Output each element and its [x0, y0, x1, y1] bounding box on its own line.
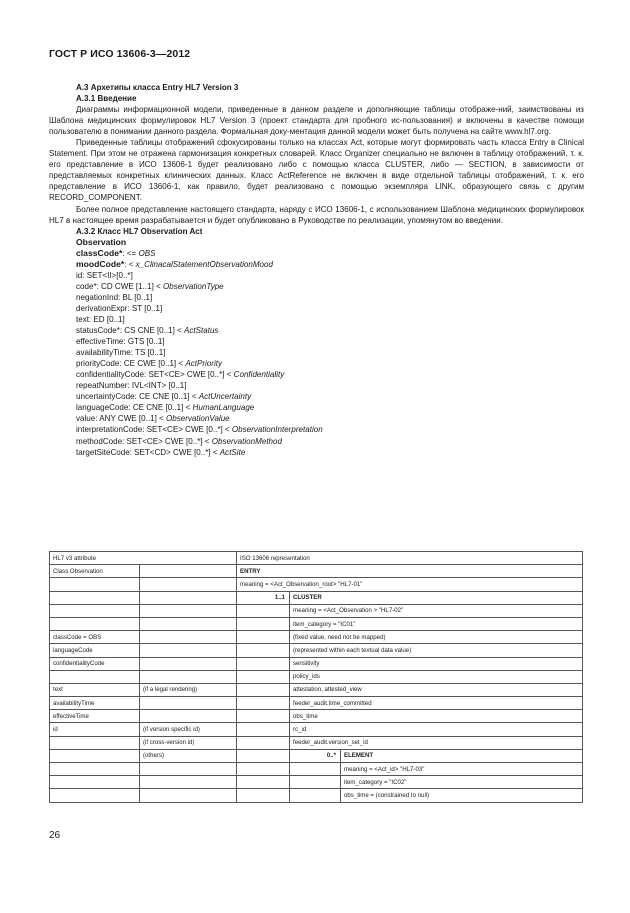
table-row [50, 657, 583, 670]
table-row [50, 578, 583, 591]
attribute-value-set: ActSite [219, 447, 246, 457]
cell-c3: meaning = <Act_id> "HL7-03" [341, 763, 583, 776]
cell-cond [140, 644, 237, 657]
cell-attr: effectiveTime [50, 710, 140, 723]
cell-c2 [290, 776, 341, 789]
cell-c1 [237, 710, 290, 723]
cell-cond [140, 617, 237, 630]
cell-c2: (represented within each textual data value) [290, 644, 583, 657]
attribute-text: repeatNumber: IVL<INT> [0..1] [76, 381, 187, 391]
table-header-row [50, 552, 583, 565]
cell-attr: id [50, 723, 140, 736]
cell-c1 [237, 683, 290, 696]
mapping-table [49, 551, 583, 803]
cell-c1 [237, 617, 290, 630]
cell-cond [140, 776, 237, 789]
attribute-text: availabilityTime: TS [0..1] [76, 348, 166, 358]
cell-c2: policy_ids [290, 670, 583, 683]
table-row [50, 710, 583, 723]
attribute-line [76, 281, 584, 292]
section-a31-title: А.3.1 Введение [76, 94, 137, 104]
attribute-text: confidentialityCode: SET<CE> CWE [0..*] < [76, 370, 234, 380]
table-row [50, 789, 583, 802]
cell-c2: feeder_audit.time_committed [290, 697, 583, 710]
attribute-line [76, 380, 584, 391]
cell-cond [140, 789, 237, 802]
cell-c2: sensitivity [290, 657, 583, 670]
attribute-line [76, 347, 584, 358]
cell-c1 [237, 736, 290, 749]
table-row [50, 697, 583, 710]
cell-c2: meaning = <Act_Observation > "HL7-02" [290, 604, 583, 617]
cell-attr [50, 789, 140, 802]
attribute-line [76, 413, 584, 424]
attribute-text: id: SET<II>[0..*] [76, 270, 133, 280]
attribute-list [49, 270, 584, 458]
table-row [50, 683, 583, 696]
attribute-line [76, 270, 584, 281]
cell-c2: item_category = "IC01" [290, 617, 583, 630]
page-number: 26 [49, 830, 61, 841]
cell-c2: attestation, attested_view [290, 683, 583, 696]
attribute-line [76, 325, 584, 336]
attribute-text: value: ANY CWE [0..1] < [76, 414, 166, 424]
header-iso: ISO 13606 representation [237, 552, 583, 565]
attribute-text: statusCode*: CS CNE [0..1] < [76, 326, 185, 336]
attribute-line [76, 358, 584, 369]
cell-cond [140, 710, 237, 723]
cell-attr: availabilityTime [50, 697, 140, 710]
cell-c1 [237, 670, 290, 683]
cell-c1: ENTRY [237, 565, 583, 578]
table-row [50, 776, 583, 789]
mood-code-attribute [76, 259, 584, 270]
mood-code-sep: : < [124, 259, 136, 269]
cell-attr: confidentialityCode [50, 657, 140, 670]
attribute-text: code*: CD CWE [1..1] < [76, 281, 163, 291]
mapping-table-wrap [49, 551, 582, 803]
table-row [50, 723, 583, 736]
section-a32-title: А.3.2 Класс HL7 Observation Act [76, 226, 203, 236]
attribute-value-set: HumanLanguage [192, 403, 255, 413]
attribute-value-set: ObservationInterpretation [231, 425, 323, 435]
cell-cond [140, 697, 237, 710]
cell-c3: obs_time = (constrained to null) [341, 789, 583, 802]
cell-c1 [237, 697, 290, 710]
cell-cond: (if version specific id) [140, 723, 237, 736]
cell-attr [50, 736, 140, 749]
cell-c2: (fixed value, need not be mapped) [290, 631, 583, 644]
cell-cond: (others) [140, 749, 237, 762]
attribute-text: effectiveTime: GTS [0..1] [76, 337, 165, 347]
cell-cond [140, 631, 237, 644]
cell-c1: meaning = <Act_Observation_root> "HL7-01" [237, 578, 583, 591]
cell-c3: ELEMENT [341, 749, 583, 762]
attribute-line [76, 391, 584, 402]
mood-code-name: moodCode* [76, 258, 125, 269]
table-row [50, 617, 583, 630]
table-row [50, 631, 583, 644]
cell-cond [140, 604, 237, 617]
attribute-value-set: Confidentiality [233, 370, 285, 380]
attribute-line [76, 336, 584, 347]
cell-attr [50, 578, 140, 591]
class-code-attribute [76, 248, 584, 259]
cell-c2 [290, 763, 341, 776]
attribute-text: methodCode: SET<CE> CWE [0..*] < [76, 436, 212, 446]
cell-attr: Class Observation [50, 565, 140, 578]
cell-attr: text [50, 683, 140, 696]
table-row [50, 736, 583, 749]
cell-attr [50, 604, 140, 617]
cell-cond: (if cross-version id) [140, 736, 237, 749]
attribute-text: text: ED [0..1] [76, 314, 125, 324]
attribute-value-set: ObservationValue [165, 414, 230, 424]
cell-attr [50, 617, 140, 630]
table-row [50, 565, 583, 578]
cell-c2: obs_time [290, 710, 583, 723]
class-name: Observation [76, 236, 127, 247]
attribute-value-set: ActUncertainty [198, 392, 252, 402]
attribute-line [76, 314, 584, 325]
attribute-text: languageCode: CE CNE [0..1] < [76, 403, 193, 413]
cell-c2: rc_id [290, 723, 583, 736]
cell-c3: item_category = "IC02" [341, 776, 583, 789]
cell-cond [140, 565, 237, 578]
class-code-name: classCode* [76, 247, 123, 258]
cell-cond [140, 591, 237, 604]
cell-cond [140, 670, 237, 683]
cell-c1 [237, 763, 290, 776]
attribute-text: negationInd: BL [0..1] [76, 292, 153, 302]
attribute-value-set: ObservationMethod [211, 436, 282, 446]
table-row [50, 749, 583, 762]
cell-c1 [237, 776, 290, 789]
cell-c2 [290, 789, 341, 802]
cell-c1 [237, 644, 290, 657]
cell-c2: CLUSTER [290, 591, 583, 604]
attribute-line [76, 402, 584, 413]
attribute-value-set: ActStatus [184, 326, 219, 336]
paragraph-1: Диаграммы информационной модели, приведенные в данном разделе и дополняющие таблицы отображе-ний, заимствованы из Шаблона медицинских формулировок HL7 Version 3 (проект стандарта для пробного ис-пользования) и включены в качестве помощи пользователю в понимании данного раздела. Формальная доку-ментация данной модели может быть получена на сайте www.hl7.org. [49, 105, 584, 137]
paragraph-3: Более полное представление настоящего стандарта, наряду с ИСО 13606-1, с использованием Шаблона медицинских формулировок HL7 в настоящее время разрабатывается и будет опубликовано в Руководстве по реализации, упомянутом во введении. [49, 204, 584, 225]
cell-c2: feeder_audit.version_set_id [290, 736, 583, 749]
cell-c1 [237, 631, 290, 644]
cell-attr [50, 749, 140, 762]
attribute-line [76, 424, 584, 435]
cell-c1 [237, 604, 290, 617]
table-row [50, 644, 583, 657]
attribute-line [76, 303, 584, 314]
table-row [50, 591, 583, 604]
cell-c1: 1..1 [237, 591, 290, 604]
attribute-text: priorityCode: CE CWE [0..1] < [76, 359, 186, 369]
paragraph-2: Приведенные таблицы отображений сфокусированы только на классах Act, которые могут формировать часть класса Entry в Clinical Statement. При этом не отражена гармонизация конкретных словарей. Класс Organizer специально не включен в таблицу отображений, т. к. его представление в ИСО 13606-1 будет реализовано либо с помощью класса CLUSTER, либо — SECTION, в зависимости от представляемых конкретных клинических данных. Класс ActReference не включен в виде отдельной таблицы отображений, т. к. его представление в ИСО 13606-1, как правило, будет реализовано с помощью экземпляра LINK, образующего связь с другим RECORD_COMPONENT. [49, 138, 584, 203]
attribute-text: targetSiteCode: SET<CD> CWE [0..*] < [76, 447, 220, 457]
attribute-line [76, 447, 584, 458]
table-row [50, 604, 583, 617]
cell-cond [140, 763, 237, 776]
section-a3-title: А.3 Архетипы класса Entry HL7 Version 3 [76, 83, 239, 92]
cell-c1 [237, 657, 290, 670]
cell-attr [50, 670, 140, 683]
cell-cond [140, 578, 237, 591]
cell-c1 [237, 749, 290, 762]
attribute-line [76, 436, 584, 447]
cell-c2: 0..* [290, 749, 341, 762]
cell-c1 [237, 789, 290, 802]
class-code-value: OBS [138, 248, 156, 258]
header-hl7: HL7 v3 attribute [50, 552, 237, 565]
attribute-value-set: ActPriority [185, 359, 223, 369]
class-code-sep: : <= [122, 248, 139, 258]
cell-c1 [237, 723, 290, 736]
cell-cond: (if a legal rendering) [140, 683, 237, 696]
page-header: ГОСТ Р ИСО 13606-3—2012 [49, 48, 191, 60]
cell-cond [140, 657, 237, 670]
table-row [50, 670, 583, 683]
attribute-text: derivationExpr: ST [0..1] [76, 303, 163, 313]
attribute-value-set: ObservationType [162, 281, 224, 291]
cell-attr: languageCode [50, 644, 140, 657]
attribute-line [76, 369, 584, 380]
cell-attr [50, 776, 140, 789]
cell-attr: classCode = OBS [50, 631, 140, 644]
cell-attr [50, 763, 140, 776]
document-body [49, 82, 584, 458]
attribute-text: uncertaintyCode: CE CNE [0..1] < [76, 392, 199, 402]
attribute-text: interpretationCode: SET<CE> CWE [0..*] < [76, 425, 232, 435]
table-row [50, 763, 583, 776]
attribute-line [76, 292, 584, 303]
mood-code-value: x_ClinacalStatementObservationMood [135, 259, 273, 269]
cell-attr [50, 591, 140, 604]
